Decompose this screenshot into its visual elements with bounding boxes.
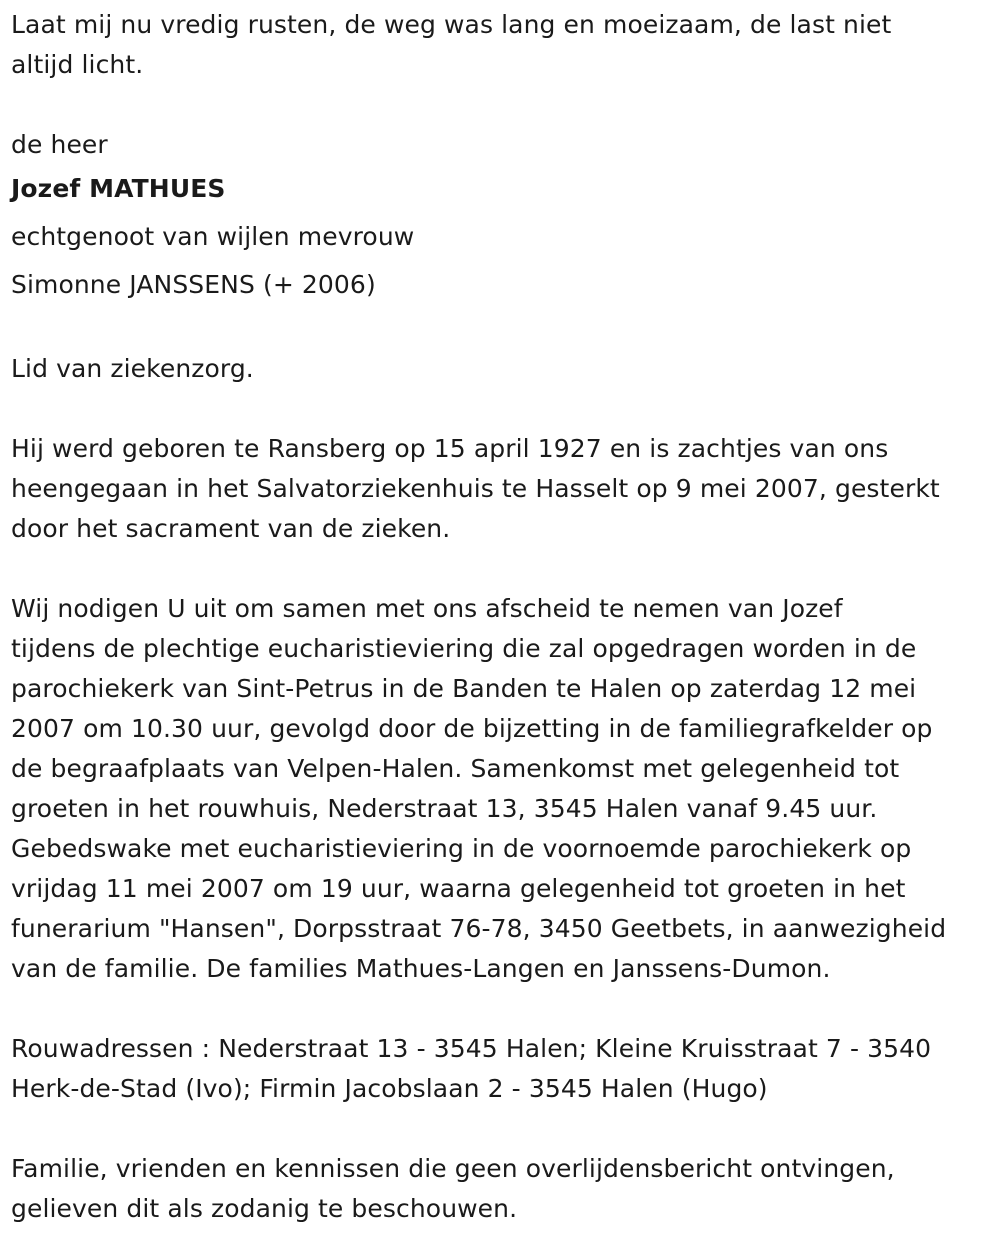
text-line: funerarium "Hansen", Dorpsstraat 76-78, 3450 Geetbets, in aanwezigheid [11,914,947,943]
spacer [11,85,986,125]
text-line: van de familie. De families Mathues-Langen en Janssens-Dumon. [11,954,831,983]
motto-line: altijd licht. [11,50,144,79]
deceased-name: Jozef MATHUES [11,174,226,203]
spacer [11,1109,986,1149]
text-line: groeten in het rouwhuis, Nederstraat 13, 3545 Halen vanaf 9.45 uur. [11,794,878,823]
ceremony-paragraph [11,589,986,989]
spouse-line: Simonne JANSSENS (+ 2006) [11,270,376,299]
text-line: de begraafplaats van Velpen-Halen. Samenkomst met gelegenheid tot [11,754,900,783]
text-line: tijdens de plechtige eucharistieviering die zal opgedragen worden in de [11,634,917,663]
text-line: parochiekerk van Sint-Petrus in de Banden te Halen op zaterdag 12 mei [11,674,917,703]
text-line: Familie, vrienden en kennissen die geen overlijdensbericht ontvingen, [11,1154,895,1183]
text-line: Wij nodigen U uit om samen met ons afscheid te nemen van Jozef [11,594,843,623]
relation-line: echtgenoot van wijlen mevrouw [11,222,415,251]
text-line: Gebedswake met eucharistieviering in de voornoemde parochiekerk op [11,834,912,863]
text-line: 2007 om 10.30 uur, gevolgd door de bijzetting in de familiegrafkelder op [11,714,933,743]
text-line: heengegaan in het Salvatorziekenhuis te Hasselt op 9 mei 2007, gesterkt [11,474,940,503]
text-line: vrijdag 11 mei 2007 om 19 uur, waarna gelegenheid tot groeten in het [11,874,906,903]
closing-paragraph [11,1149,986,1229]
text-line: Rouwadressen : Nederstraat 13 - 3545 Halen; Kleine Kruisstraat 7 - 3540 [11,1034,932,1063]
obituary-notice [11,0,986,1229]
addresses-paragraph [11,1029,986,1109]
spacer [11,309,986,349]
text-line: door het sacrament van de zieken. [11,514,451,543]
membership-line: Lid van ziekenzorg. [11,354,254,383]
spacer [11,989,986,1029]
honorific: de heer [11,130,108,159]
spacer [11,549,986,589]
motto-paragraph [11,5,986,85]
motto-line: Laat mij nu vredig rusten, de weg was lang en moeizaam, de last niet [11,10,892,39]
spacer [11,389,986,429]
text-line: Hij werd geboren te Ransberg op 15 april 1927 en is zachtjes van ons [11,434,889,463]
text-line: gelieven dit als zodanig te beschouwen. [11,1194,518,1223]
birth-death-paragraph [11,429,986,549]
text-line: Herk-de-Stad (Ivo); Firmin Jacobslaan 2 - 3545 Halen (Hugo) [11,1074,768,1103]
